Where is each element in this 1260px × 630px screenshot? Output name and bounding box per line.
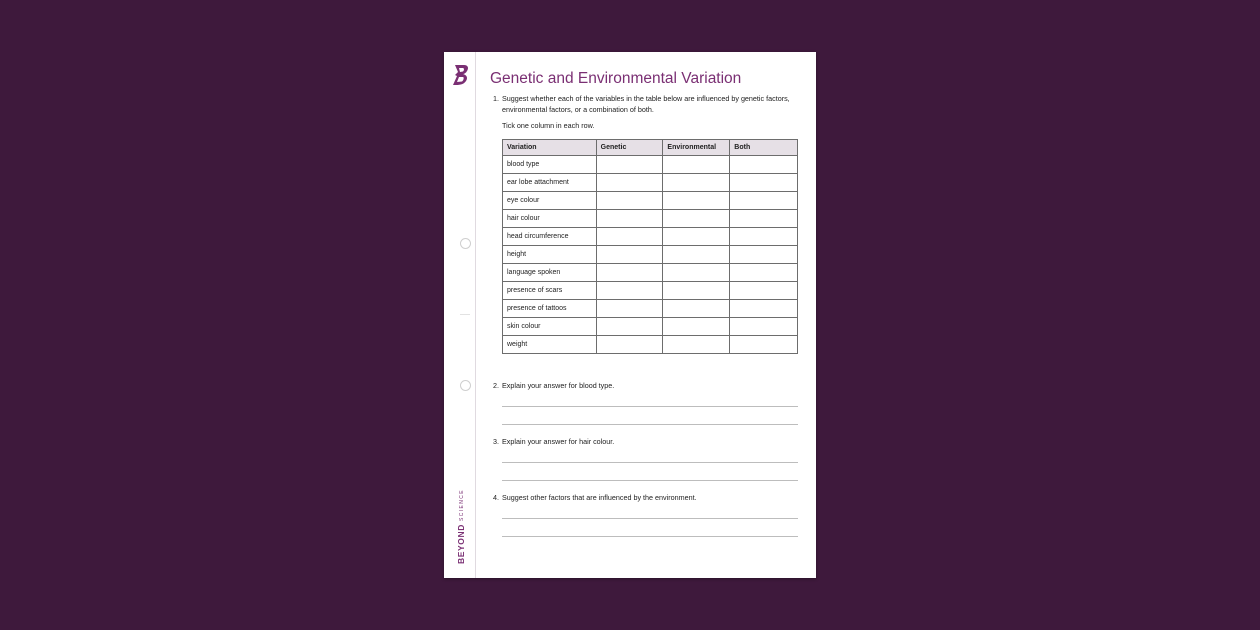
genetic-tick-cell[interactable] [596, 210, 663, 228]
brand-vertical-logo [451, 489, 469, 564]
variation-cell: hair colour [503, 210, 597, 228]
q2-answer-line-1[interactable] [502, 406, 798, 407]
genetic-tick-cell[interactable] [596, 282, 663, 300]
question-1-number [493, 94, 502, 105]
header-variation: Variation [503, 140, 597, 156]
variation-table [502, 139, 798, 354]
table-row [503, 264, 798, 282]
both-tick-cell[interactable] [730, 174, 798, 192]
table-row [503, 228, 798, 246]
both-tick-cell[interactable] [730, 264, 798, 282]
genetic-tick-cell[interactable] [596, 246, 663, 264]
both-tick-cell[interactable] [730, 336, 798, 354]
q4-number: 4. [493, 493, 499, 502]
q2-text: Explain your answer for blood type. [502, 381, 615, 390]
genetic-tick-cell[interactable] [596, 192, 663, 210]
worksheet-page [444, 52, 816, 578]
variation-cell: presence of tattoos [503, 300, 597, 318]
q4-answer-line-2[interactable] [502, 536, 798, 537]
genetic-tick-cell[interactable] [596, 264, 663, 282]
both-tick-cell[interactable] [730, 156, 798, 174]
q3-number: 3. [493, 437, 499, 446]
punch-guide-mark [460, 314, 470, 315]
environmental-tick-cell[interactable] [663, 336, 730, 354]
table-row [503, 210, 798, 228]
environmental-tick-cell[interactable] [663, 300, 730, 318]
table-row [503, 318, 798, 336]
both-tick-cell[interactable] [730, 246, 798, 264]
question-1-text: Suggest whether each of the variables in the table below are influenced by genetic factors, environmental factors, or a combination of both. [502, 94, 790, 114]
table-row [503, 174, 798, 192]
question-3 [493, 437, 614, 446]
header-environmental: Environmental [663, 140, 730, 156]
variation-cell: blood type [503, 156, 597, 174]
genetic-tick-cell[interactable] [596, 300, 663, 318]
table-row [503, 300, 798, 318]
both-tick-cell[interactable] [730, 192, 798, 210]
variation-cell: language spoken [503, 264, 597, 282]
q4-text: Suggest other factors that are influenced by the environment. [502, 493, 697, 502]
genetic-tick-cell[interactable] [596, 174, 663, 192]
variation-cell: ear lobe attachment [503, 174, 597, 192]
both-tick-cell[interactable] [730, 318, 798, 336]
table-row [503, 282, 798, 300]
variation-cell: eye colour [503, 192, 597, 210]
environmental-tick-cell[interactable] [663, 192, 730, 210]
both-tick-cell[interactable] [730, 282, 798, 300]
q3-answer-line-1[interactable] [502, 462, 798, 463]
worksheet-title: Genetic and Environmental Variation [490, 70, 742, 87]
environmental-tick-cell[interactable] [663, 246, 730, 264]
header-genetic: Genetic [596, 140, 663, 156]
genetic-tick-cell[interactable] [596, 318, 663, 336]
beyond-b-logo-icon [451, 63, 471, 87]
environmental-tick-cell[interactable] [663, 318, 730, 336]
brand-name: BEYOND [456, 524, 466, 564]
punch-hole-top [460, 238, 471, 249]
table-row [503, 192, 798, 210]
table-header-row [503, 140, 798, 156]
question-1-instruction: Tick one column in each row. [502, 121, 595, 130]
brand-subtitle: SCIENCE [459, 489, 465, 522]
environmental-tick-cell[interactable] [663, 210, 730, 228]
punch-hole-bottom [460, 380, 471, 391]
q3-answer-line-2[interactable] [502, 480, 798, 481]
environmental-tick-cell[interactable] [663, 264, 730, 282]
q4-answer-line-1[interactable] [502, 518, 798, 519]
both-tick-cell[interactable] [730, 210, 798, 228]
q2-answer-line-2[interactable] [502, 424, 798, 425]
genetic-tick-cell[interactable] [596, 228, 663, 246]
variation-cell: weight [503, 336, 597, 354]
question-2 [493, 381, 614, 390]
environmental-tick-cell[interactable] [663, 156, 730, 174]
table-row [503, 336, 798, 354]
both-tick-cell[interactable] [730, 228, 798, 246]
table-row [503, 156, 798, 174]
environmental-tick-cell[interactable] [663, 228, 730, 246]
environmental-tick-cell[interactable] [663, 174, 730, 192]
variation-cell: skin colour [503, 318, 597, 336]
left-margin-strip [444, 52, 476, 578]
q2-number: 2. [493, 381, 499, 390]
header-both: Both [730, 140, 798, 156]
variation-cell: head circumference [503, 228, 597, 246]
question-4 [493, 493, 697, 502]
q3-text: Explain your answer for hair colour. [502, 437, 615, 446]
genetic-tick-cell[interactable] [596, 336, 663, 354]
q1-number: 1. [493, 94, 499, 103]
both-tick-cell[interactable] [730, 300, 798, 318]
variation-cell: height [503, 246, 597, 264]
environmental-tick-cell[interactable] [663, 282, 730, 300]
variation-cell: presence of scars [503, 282, 597, 300]
genetic-tick-cell[interactable] [596, 156, 663, 174]
table-row [503, 246, 798, 264]
